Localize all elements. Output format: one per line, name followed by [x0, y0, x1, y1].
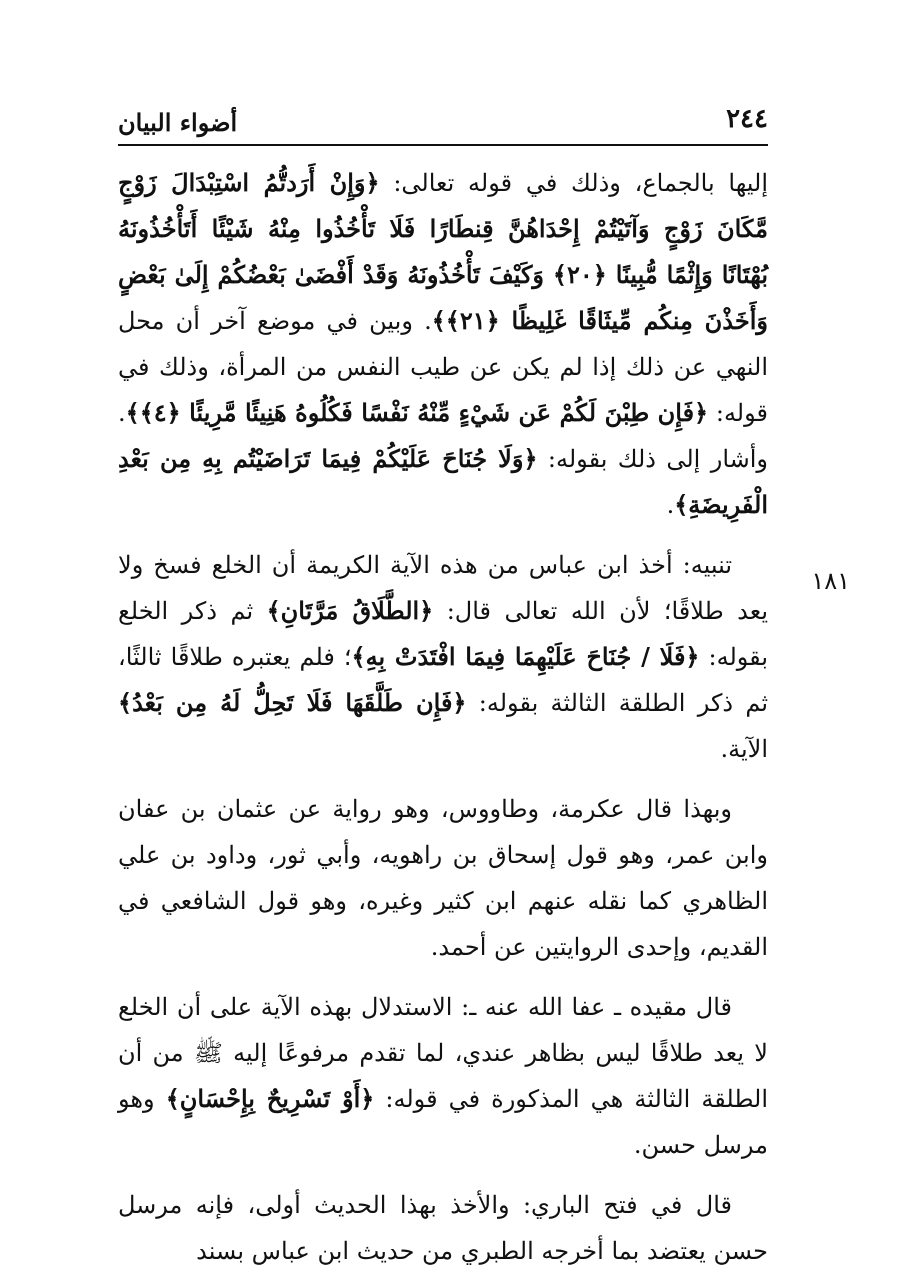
text-segment: . وبين في موضع آخر أن محل النهي عن ذلك إذا لم يكن عن طيب النفس من المرأة، وذلك في قوله: — [118, 307, 768, 427]
margin-page-reference: ١٨١ — [811, 567, 850, 595]
text-segment: . وأشار إلى ذلك بقوله: — [118, 399, 768, 473]
text-segment: ثم ذكر الخلع بقوله: — [118, 597, 769, 671]
quran-verse: ﴿فَإِن طَلَّقَهَا فَلَا تَحِلُّ لَهُ مِن بَعْدُ﴾ — [118, 688, 467, 717]
text-segment: وهو مرسل حسن. — [118, 1085, 768, 1159]
paragraph — [118, 984, 768, 1168]
text-segment: الآية. — [720, 735, 768, 763]
text-segment: ؛ فلم يعتبره طلاقًا ثالثًا، ثم ذكر الطلقة الثالثة بقوله: — [118, 643, 769, 717]
paragraph — [118, 1182, 768, 1274]
quran-verse: ﴿وَإِنْ أَرَدتُّمُ اسْتِبْدَالَ زَوْجٍ مَّكَانَ زَوْجٍ وَآتَيْتُمْ إِحْدَاهُنَّ قِنطَارًا فَلَا تَأْخُذُوا مِنْهُ شَيْئًا أَتَأْخُذُونَهُ بُهْتَانًا وَإِثْمًا مُّبِينًا ﴿٢٠﴾ وَكَيْفَ تَأْخُذُونَهُ وَقَدْ أَفْضَىٰ بَعْضُكُمْ إِلَىٰ بَعْضٍ وَأَخَذْنَ مِنكُم مِّيثَاقًا غَلِيظًا ﴿٢١﴾﴾ — [118, 168, 769, 335]
body-text — [118, 160, 768, 1274]
quran-verse: ﴿وَلَا جُنَاحَ عَلَيْكُمْ فِيمَا تَرَاضَيْتُم بِهِ مِن بَعْدِ الْفَرِيضَةِ﴾ — [118, 444, 768, 519]
paragraph — [118, 160, 768, 528]
text-segment: تنبيه: أخذ ابن عباس من هذه الآية الكريمة أن الخلع فسخ ولا يعد طلاقًا؛ لأن الله تعالى قال: — [118, 551, 768, 625]
text-segment: قال في فتح الباري: والأخذ بهذا الحديث أولى، فإنه مرسل حسن يعتضد بما أخرجه الطبري من حديث ابن عباس بسند — [118, 1191, 768, 1265]
page-number: ٢٤٤ — [726, 104, 768, 134]
paragraph — [118, 786, 768, 970]
text-segment: وبهذا قال عكرمة، وطاووس، وهو رواية عن عثمان بن عفان وابن عمر، وهو قول إسحاق بن راهويه، وأبي ثور، وداود بن علي الظاهري كما نقله عنهم ابن كثير وغيره، وهو قول الشافعي في القديم، وإحدى الروايتين عن أحمد. — [118, 795, 768, 961]
text-segment: إليها بالجماع، وذلك في قوله تعالى: — [379, 169, 768, 197]
quran-verse: ﴿فَإِن طِبْنَ لَكُمْ عَن شَيْءٍ مِّنْهُ نَفْسًا فَكُلُوهُ هَنِيئًا مَّرِيئًا ﴿٤﴾﴾ — [125, 398, 709, 427]
quran-verse: ﴿أَوْ تَسْرِيحٌ بِإِحْسَانٍ﴾ — [165, 1084, 375, 1113]
paragraph — [118, 542, 768, 772]
text-segment: . — [666, 491, 675, 519]
page-header — [118, 100, 768, 146]
quran-verse: ﴿الطَّلَاقُ مَرَّتَانِ﴾ — [266, 596, 434, 625]
quran-verse: ﴿فَلَا / جُنَاحَ عَلَيْهِمَا فِيمَا افْتَدَتْ بِهِ﴾ — [351, 642, 700, 671]
running-title: أضواء البيان — [118, 108, 238, 137]
text-segment: قال مقيده ـ عفا الله عنه ـ: الاستدلال بهذه الآية على أن الخلع لا يعد طلاقًا ليس بظاهر عندي، لما تقدم مرفوعًا إليه ﷺ من أن الطلقة الثالثة هي المذكورة في قوله: — [118, 993, 768, 1113]
